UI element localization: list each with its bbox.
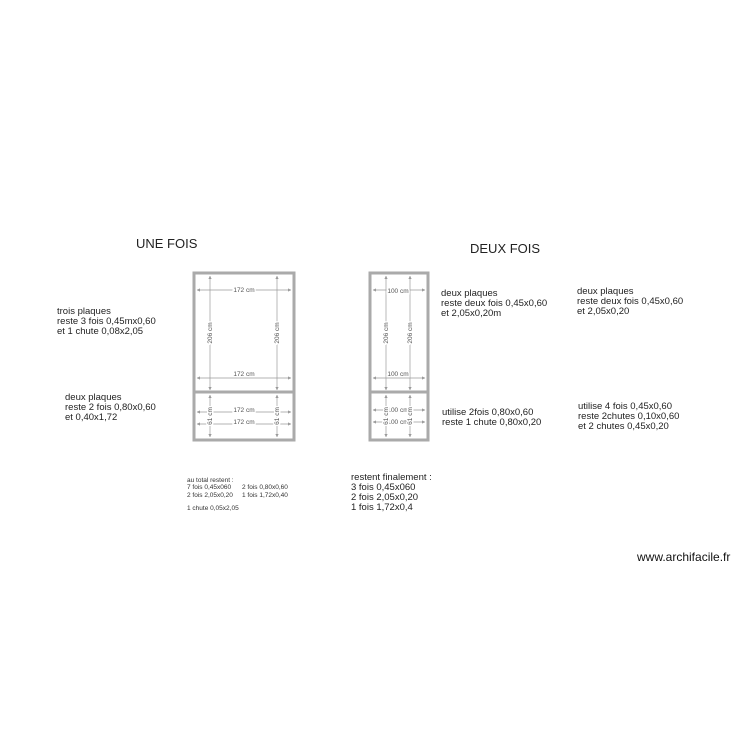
note-mid-bottom (442, 408, 541, 428)
dim-label-height-right-r: 206 cm (407, 322, 414, 344)
note-line: utilise 4 fois 0,45x0,60 (578, 401, 673, 412)
note-right-bottom (578, 402, 679, 432)
dim-label-height-right: 206 cm (274, 322, 281, 344)
final-line: 1 fois 1,72x0,4 (351, 502, 413, 513)
final-line: restent finalement : (351, 472, 432, 483)
note-left-bottom (65, 393, 156, 423)
totals-line: 2 fois 2,05x0,20 (187, 492, 233, 499)
note-line: reste 1 chute 0,80x0,20 (442, 417, 542, 428)
note-line: reste deux fois 0,45x0,60 (577, 296, 684, 307)
final-remaining (351, 473, 432, 513)
totals-line: 2 fois 0,80x0,60 (242, 484, 288, 491)
dim-label-height-low-right: 61 cm (274, 407, 281, 425)
note-line: reste 2chutes 0,10x0,60 (578, 411, 680, 422)
final-line: 3 fois 0,45x060 (351, 482, 416, 493)
note-line: utilise 2fois 0,80x0,60 (442, 407, 534, 418)
note-line: reste 3 fois 0,45mx0,60 (57, 316, 156, 327)
dim-label-height-low-left: 61 cm (207, 407, 214, 425)
dim-label-width-top-r: 100 cm (387, 288, 409, 295)
note-line: et 2,05x0,20m (441, 308, 502, 319)
totals-col1 (187, 484, 233, 500)
dim-label-width-top: 172 cm (233, 287, 255, 294)
note-line: et 0,40x1,72 (65, 412, 118, 423)
totals-line: 1 fois 1,72x0,40 (242, 492, 288, 499)
note-line: reste deux fois 0,45x0,60 (441, 298, 548, 309)
dim-label-height-low-right-r: 61 cm (407, 407, 414, 425)
note-right-top (577, 287, 683, 317)
dim-label-width-low1-r: 100 cm (387, 407, 409, 414)
final-line: 2 fois 2,05x0,20 (351, 492, 419, 503)
dim-label-height-left: 206 cm (207, 322, 214, 344)
title-une-fois: UNE FOIS (136, 236, 198, 251)
note-line: et 2 chutes 0,45x0,20 (578, 421, 669, 432)
room-right-dim-labels (383, 288, 414, 426)
note-line: et 2,05x0,20 (577, 306, 630, 317)
dim-label-height-left-r: 206 cm (383, 322, 390, 344)
totals-chute: 1 chute 0,05x2,05 (187, 505, 239, 512)
note-line: et 1 chute 0,08x2,05 (57, 326, 144, 337)
dim-label-width-mid-r: 100 cm (387, 371, 409, 378)
note-line: deux plaques (65, 392, 122, 403)
note-mid-top (441, 289, 547, 319)
note-line: deux plaques (441, 288, 498, 299)
note-line: trois plaques (57, 306, 111, 317)
watermark: www.archifacile.fr (637, 550, 731, 564)
room-right (370, 273, 428, 440)
note-line: deux plaques (577, 286, 634, 297)
note-line: reste 2 fois 0,80x0,60 (65, 402, 156, 413)
dim-label-width-low1: 172 cm (233, 407, 255, 414)
room-left-dim-labels (207, 287, 281, 426)
note-left-top (57, 307, 156, 337)
dim-label-width-mid: 172 cm (233, 371, 255, 378)
totals-col2 (242, 484, 288, 500)
dim-label-width-low2: 172 cm (233, 419, 255, 426)
dim-label-width-low2-r: 100 cm (387, 419, 409, 426)
totals-line: 7 fois 0,45x060 (187, 484, 232, 491)
totals-heading: au total restent : (187, 477, 234, 484)
title-deux-fois: DEUX FOIS (470, 241, 541, 256)
dim-label-height-low-left-r: 61 cm (383, 407, 390, 425)
